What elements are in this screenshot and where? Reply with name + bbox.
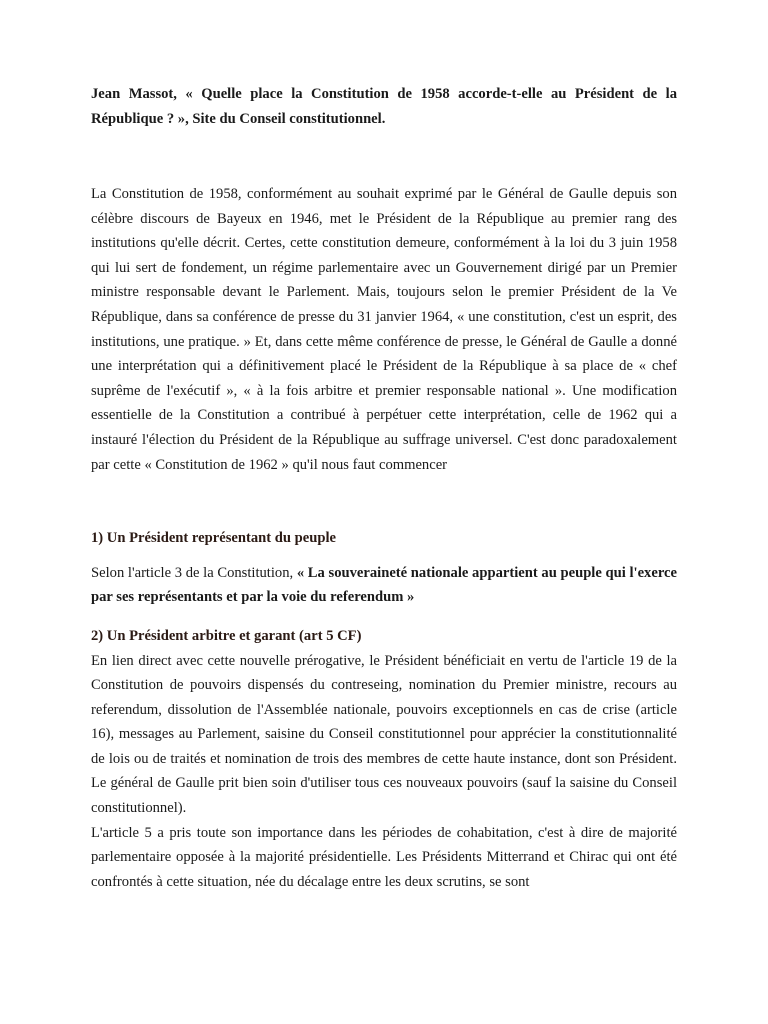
article-3-paragraph: [91, 561, 677, 610]
document-page: [91, 82, 677, 894]
section-1-heading: 1) Un Président représentant du peuple: [91, 530, 336, 547]
intro-paragraph: La Constitution de 1958, conformément au souhait exprimé par le Général de Gaulle depuis son célèbre discours de Bayeux en 1946, met le Président de la République au premier rang des institutions qu'elle décrit. Certes, cette constitution demeure, conformément à la loi du 3 juin 1958 qui lui sert de fondement, un régime parlementaire avec un Gouvernement dirigé par un Premier ministre responsable devant le Parlement. Mais, toujours selon le premier Président de la Ve République, dans sa conférence de presse du 31 janvier 1964, « une constitution, c'est un esprit, des institutions, une pratique. » Et, dans cette même conférence de presse, le Général de Gaulle a donné une interprétation qui a définitivement placé le Président de la République à sa place de « chef suprême de l'exécutif », « à la fois arbitre et premier responsable national ». Une modification essentielle de la Constitution a contribué à perpétuer cette interprétation, celle de 1962 qui a instauré l'élection du Président de la République au suffrage universel. C'est donc paradoxalement par cette « Constitution de 1962 » qu'il nous faut commencer: [91, 186, 677, 473]
article-19-paragraph: En lien direct avec cette nouvelle prérogative, le Président bénéficiait en vertu de l'article 19 de la Constitution de pouvoirs dispensés du contreseing, nomination du Premier ministre, recours au referendum, dissolution de l'Assemblée nationale, pouvoirs exceptionnels en cas de crise (article 16), messages au Parlement, saisine du Conseil constitutionnel pour apprécier la constitutionnalité de lois ou de traités et nomination de trois des membres de cette haute instance, dont son Président. Le général de Gaulle prit bien soin d'utiliser tous ces nouveaux pouvoirs (sauf la saisine du Conseil constitutionnel).: [91, 652, 677, 817]
section-2-heading: 2) Un Président arbitre et garant (art 5 CF): [91, 627, 362, 644]
article-3-quote: « La souveraineté nationale appartient au peuple qui l'exerce par ses représentants et par la voie du referendum »: [91, 564, 677, 606]
article-3-intro-text: Selon l'article 3 de la Constitution,: [91, 564, 297, 581]
article-5-paragraph: L'article 5 a pris toute son importance dans les périodes de cohabitation, c'est à dire de majorité parlementaire opposée à la majorité présidentielle. Les Présidents Mitterrand et Chirac qui ont été confrontés à cette situation, née du décalage entre les deux scrutins, se sont: [91, 824, 677, 890]
source-citation: Jean Massot, « Quelle place la Constitution de 1958 accorde-t-elle au Président de la République ? », Site du Conseil constitutionnel.: [91, 86, 677, 127]
